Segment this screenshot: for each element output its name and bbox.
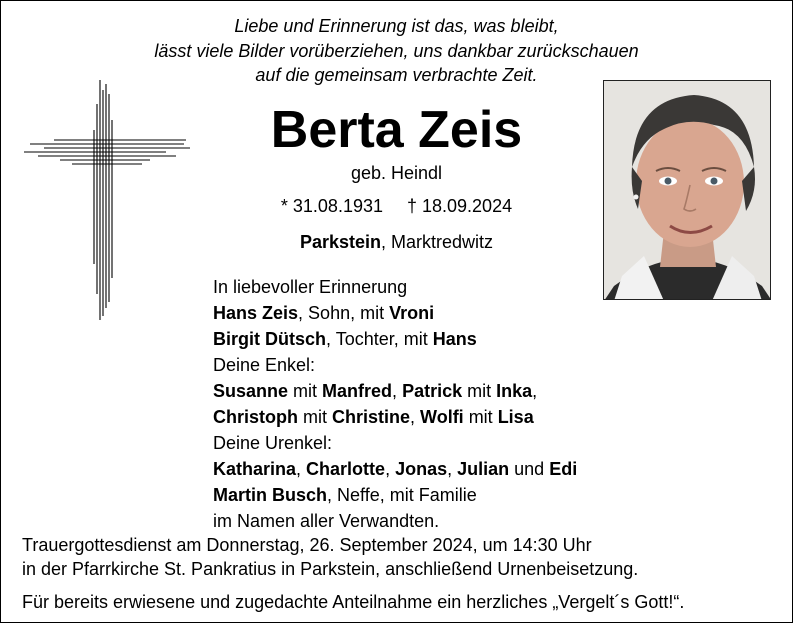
thanks-text <box>22 590 684 614</box>
connector-text: , <box>447 459 458 479</box>
partner-name: Lisa <box>497 407 534 427</box>
mourner-line-nephew <box>213 482 577 508</box>
relation-text: , Sohn, mit <box>298 303 390 323</box>
connector-text: , <box>296 459 307 479</box>
mourners-list <box>213 274 577 534</box>
grandchild-name: Patrick <box>402 381 463 401</box>
grandchildren-line-1 <box>213 378 577 404</box>
death-date: † 18.09.2024 <box>406 196 513 216</box>
partner-name: Vroni <box>389 303 435 323</box>
quote-line-2: lässt viele Bilder vorüberziehen, uns dankbar zurückschauen <box>154 40 639 61</box>
birth-date: * 31.08.1931 <box>280 196 383 216</box>
quote-line-3: auf die gemeinsam verbrachte Zeit. <box>255 65 538 85</box>
thanks-line: Für bereits erwiesene und zugedachte Anteilnahme ein herzliches „Vergelt´s Gott!“. <box>22 592 685 612</box>
maiden-name: geb. Heindl <box>350 163 443 183</box>
deceased-name: Berta Zeis <box>270 101 523 159</box>
partner-name: Inka <box>496 381 533 401</box>
memorial-quote <box>0 14 793 88</box>
connector-text: , <box>385 459 396 479</box>
connector-text: mit <box>298 407 332 427</box>
great-grandchild-name: Jonas <box>395 459 448 479</box>
connector-text: , <box>410 407 421 427</box>
relation-text: , Neffe, mit Familie <box>327 485 477 505</box>
great-grandchild-name: Charlotte <box>306 459 386 479</box>
great-grandchildren-line <box>213 456 577 482</box>
mourner-name: Birgit Dütsch <box>213 329 327 349</box>
mourner-line-daughter <box>213 326 577 352</box>
service-line-2: in der Pfarrkirche St. Pankratius in Parkstein, anschließend Urnenbeisetzung. <box>22 559 639 579</box>
quote-line-1: Liebe und Erinnerung ist das, was bleibt, <box>234 16 559 36</box>
grandchild-name: Wolfi <box>420 407 464 427</box>
residence-town: Parkstein <box>299 232 381 252</box>
mourner-name: Martin Busch <box>213 485 328 505</box>
connector-text: und <box>509 459 550 479</box>
grandchild-name: Christoph <box>213 407 298 427</box>
great-grandchildren-label: Deine Urenkel: <box>213 433 333 453</box>
connector-text: mit <box>462 381 497 401</box>
partner-name: Manfred <box>322 381 393 401</box>
grandchild-name: Susanne <box>213 381 289 401</box>
connector-text: , <box>392 381 403 401</box>
mourner-line-son <box>213 300 577 326</box>
connector-text: mit <box>288 381 323 401</box>
partner-name: Christine <box>332 407 411 427</box>
great-grandchild-name: Edi <box>549 459 578 479</box>
residence-rest: , Marktredwitz <box>381 232 494 252</box>
mourner-name: Hans Zeis <box>213 303 299 323</box>
mourners-intro: In liebevoller Erinnerung <box>213 277 408 297</box>
great-grandchild-name: Julian <box>457 459 510 479</box>
grandchildren-label: Deine Enkel: <box>213 355 316 375</box>
mourners-closing: im Namen aller Verwandten. <box>213 511 440 531</box>
grandchildren-line-2 <box>213 404 577 430</box>
great-grandchild-name: Katharina <box>213 459 297 479</box>
connector-text: mit <box>463 407 498 427</box>
relation-text: , Tochter, mit <box>326 329 433 349</box>
service-line-1: Trauergottesdienst am Donnerstag, 26. September 2024, um 14:30 Uhr <box>22 535 592 555</box>
service-info <box>22 533 638 581</box>
portrait-photo <box>603 80 771 300</box>
partner-name: Hans <box>432 329 477 349</box>
connector-text: , <box>532 381 538 401</box>
